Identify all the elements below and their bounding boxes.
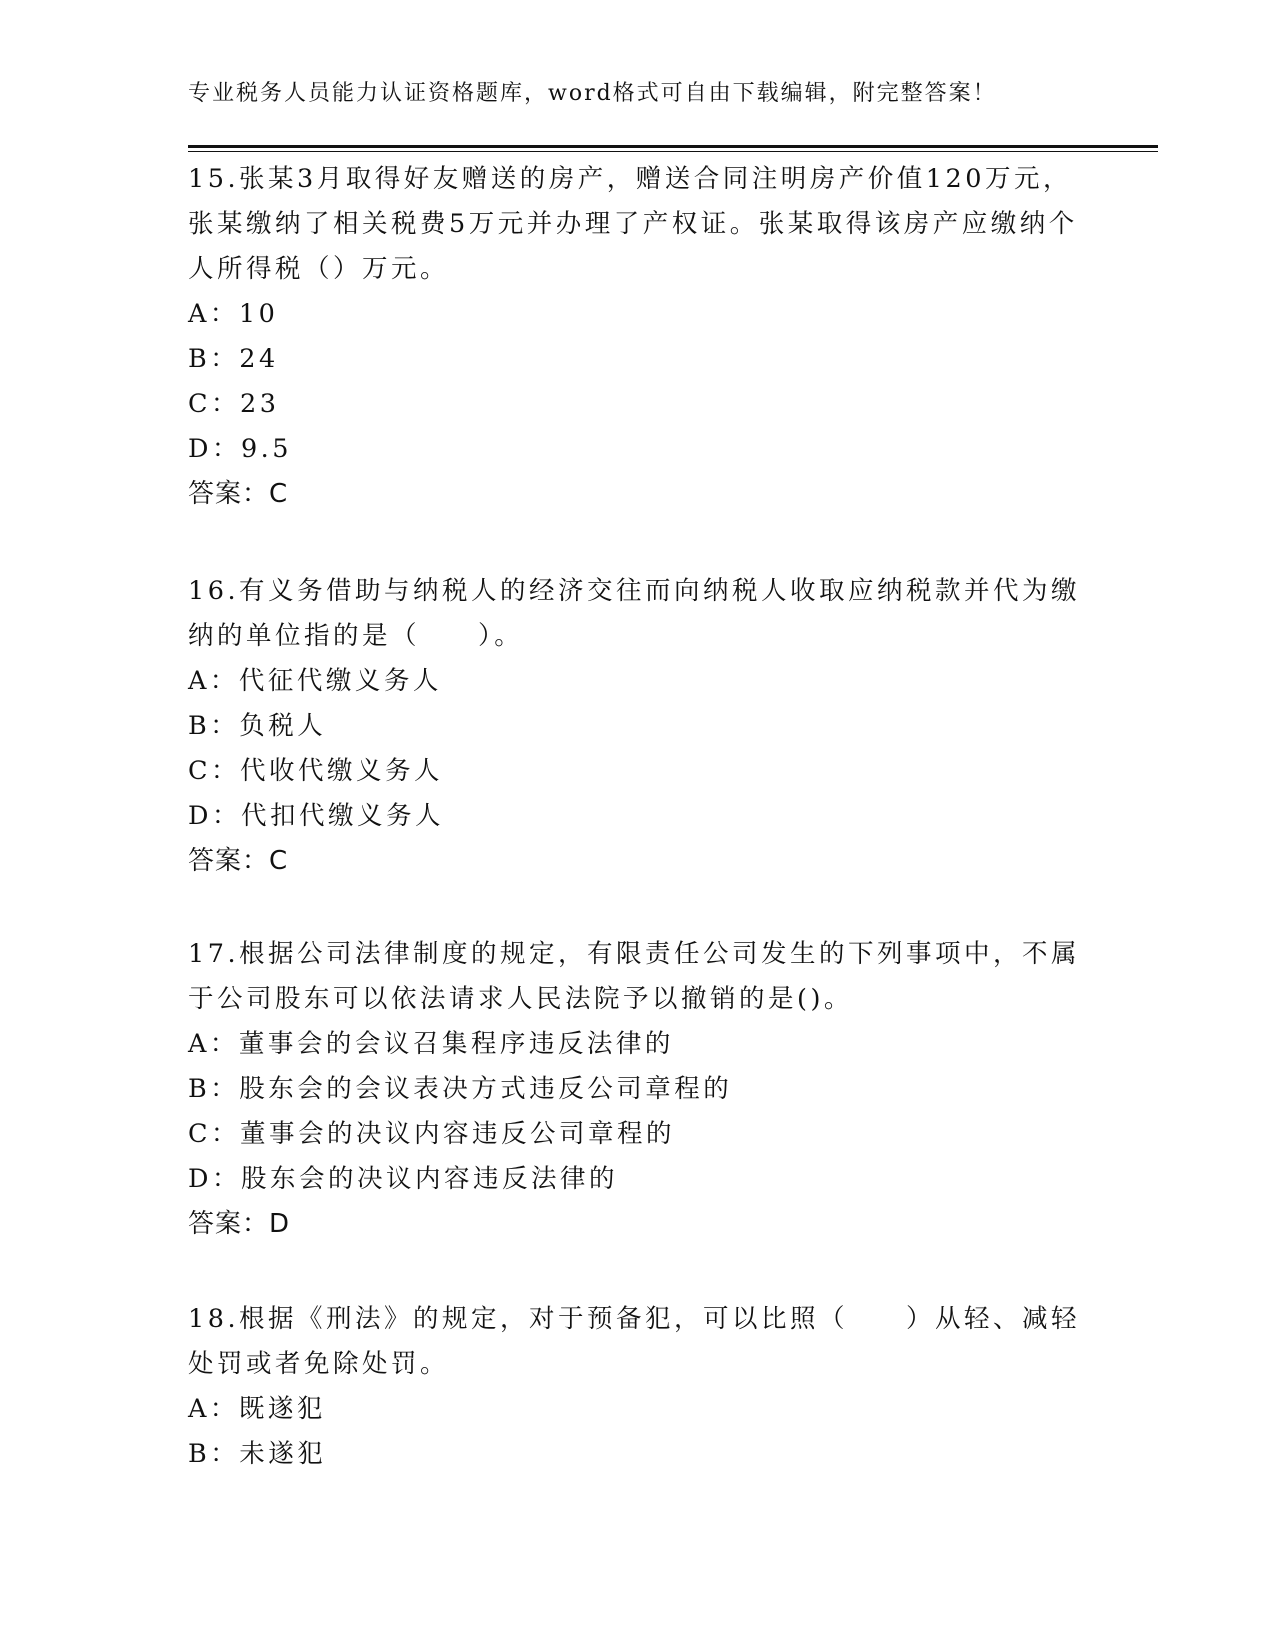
answer: 答案：C — [188, 479, 289, 509]
option-b: B：负税人 — [188, 711, 327, 741]
question-15 — [188, 157, 1088, 517]
option-d: D：代扣代缴义务人 — [188, 801, 444, 831]
answer: 答案：D — [188, 1209, 291, 1239]
option-a: A：10 — [188, 299, 279, 329]
option-d: D：股东会的决议内容违反法律的 — [188, 1164, 618, 1194]
option-c: C：代收代缴义务人 — [188, 756, 444, 786]
option-b: B：股东会的会议表决方式违反公司章程的 — [188, 1074, 733, 1104]
option-c: C：董事会的决议内容违反公司章程的 — [188, 1119, 676, 1149]
header-rule-thick — [188, 145, 1158, 148]
option-a: A：董事会的会议召集程序违反法律的 — [188, 1029, 674, 1059]
option-b: B：24 — [188, 344, 279, 374]
question-stem: 18.根据《刑法》的规定，对于预备犯，可以比照（ ）从轻、减轻处罚或者免除处罚。 — [188, 1304, 1081, 1379]
question-stem: 15.张某3月取得好友赠送的房产，赠送合同注明房产价值120万元，张某缴纳了相关税费5万元并办理了产权证。张某取得该房产应缴纳个人所得税（）万元。 — [188, 164, 1078, 284]
option-b: B：未遂犯 — [188, 1439, 327, 1469]
option-c: C：23 — [188, 389, 280, 419]
question-18 — [188, 1297, 1088, 1477]
option-a: A：既遂犯 — [188, 1394, 326, 1424]
question-stem: 17.根据公司法律制度的规定，有限责任公司发生的下列事项中，不属于公司股东可以依法请求人民法院予以撤销的是()。 — [188, 939, 1081, 1014]
page-header: 专业税务人员能力认证资格题库，word格式可自由下载编辑，附完整答案！ — [188, 81, 997, 106]
question-stem: 16.有义务借助与纳税人的经济交往而向纳税人收取应纳税款并代为缴纳的单位指的是（ ）。 — [188, 576, 1081, 651]
option-a: A：代征代缴义务人 — [188, 666, 442, 696]
option-d: D：9.5 — [188, 434, 292, 464]
question-16 — [188, 569, 1088, 884]
question-17 — [188, 932, 1088, 1247]
answer: 答案：C — [188, 846, 289, 876]
header-rule-thin — [188, 151, 1158, 152]
